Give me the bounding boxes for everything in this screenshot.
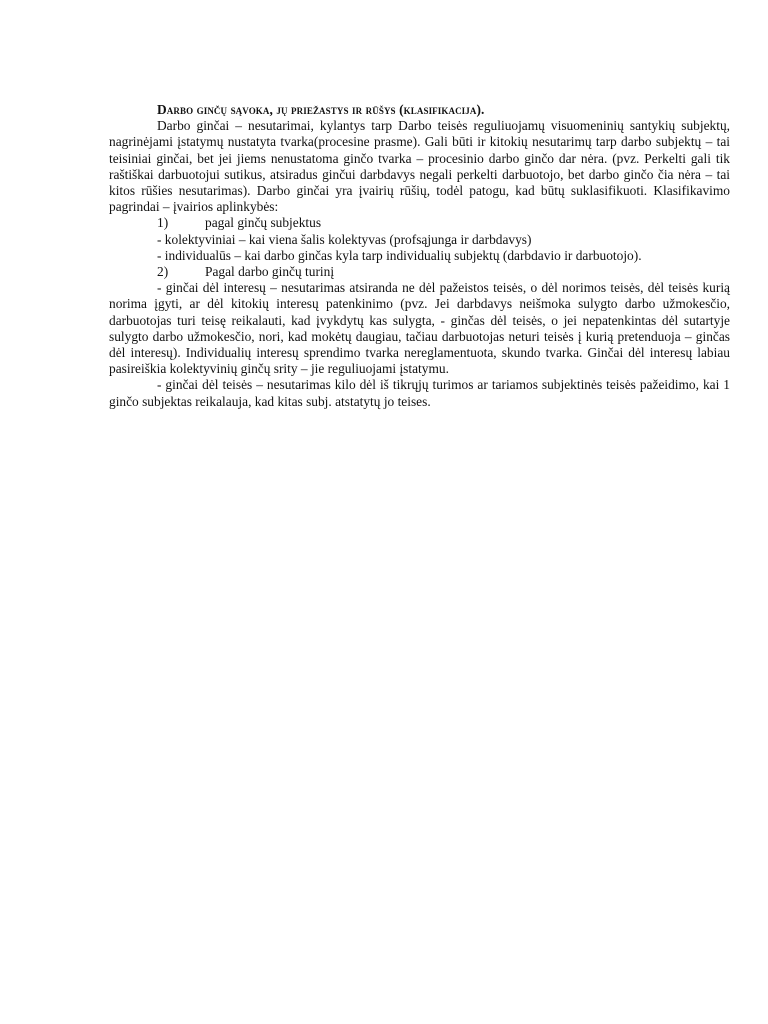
- list-item-1-number: 1): [157, 215, 169, 231]
- list-item-1-sub-a: - kolektyviniai – kai viena šalis kolektyvas (profsąjunga ir darbdavys): [157, 231, 532, 247]
- list-item-2-text: Pagal darbo ginčų turinį: [205, 264, 335, 280]
- list-item-2: [109, 264, 730, 280]
- list-item-2-number: 2): [157, 264, 169, 280]
- document-page: [109, 102, 730, 410]
- list-item-1: [109, 215, 730, 231]
- list-item-2-sub-b: - ginčai dėl teisės – nesutarimas kilo dėl iš tikrųjų turimos ar tariamos subjektinės teisės pažeidimo, kai 1 ginčo subjektas reikalauja, kad kitas subj. atstatytų jo teises.: [109, 377, 730, 409]
- list-item-2-sub-a: - ginčai dėl interesų – nesutarimas atsiranda ne dėl pažeistos teisės, o dėl norimos teisės, dėl teisės kurią norima įgyti, ar dėl kitokių interesų patenkinimo (pvz. Jei darbdavys neišmoka sulygto darbo užmokesčio, darbuotojas turi teisę reikalauti, kad įvykdytų kas sulygta, - ginčas dėl teisės, o jei nepatenkintas dėl sutartyje sulygto darbo užmokesčio, nori, kad mokėtų daugiau, tačiau darbuotojas neturi teisės į kurią pretenduoja – ginčas dėl interesų). Individualių interesų sprendimo tvarka nereglamentuota, skundo tvarka. Ginčai dėl interesų labiau pasireiškia kolektyvinių ginčų srity – jie reguliuojami įstatymu.: [109, 280, 730, 377]
- document-heading: Darbo ginčų sąvoka, jų priežastys ir rūšys (klasifikacija).: [157, 102, 485, 117]
- intro-paragraph: Darbo ginčai – nesutarimai, kylantys tarp Darbo teisės reguliuojamų visuomeninių santykių subjektų, nagrinėjami įstatymų nustatyta tvarka(procesine prasme). Gali būti ir kitokių nesutarimų tarp darbo subjektų – tai teisiniai ginčai, bet jei jiems nenustatoma ginčo tvarka – procesinio darbo ginčo dar nėra. (pvz. Perkelti gali tik raštiškai darbuotojui sutikus, atsiradus ginčui darbdavys negali perkelti darbuotojo, bet darbo ginčo čia nėra – tai kitos rūšies nesutarimas). Darbo ginčai yra įvairių rūšių, todėl patogu, kad būtų suklasifikuoti. Klasifikavimo pagrindai – įvairios aplinkybės:: [109, 118, 730, 215]
- list-item-1-text: pagal ginčų subjektus: [205, 215, 322, 231]
- list-item-1-sub-b: - individualūs – kai darbo ginčas kyla tarp individualių subjektų (darbdavio ir darbuotojo).: [157, 247, 642, 263]
